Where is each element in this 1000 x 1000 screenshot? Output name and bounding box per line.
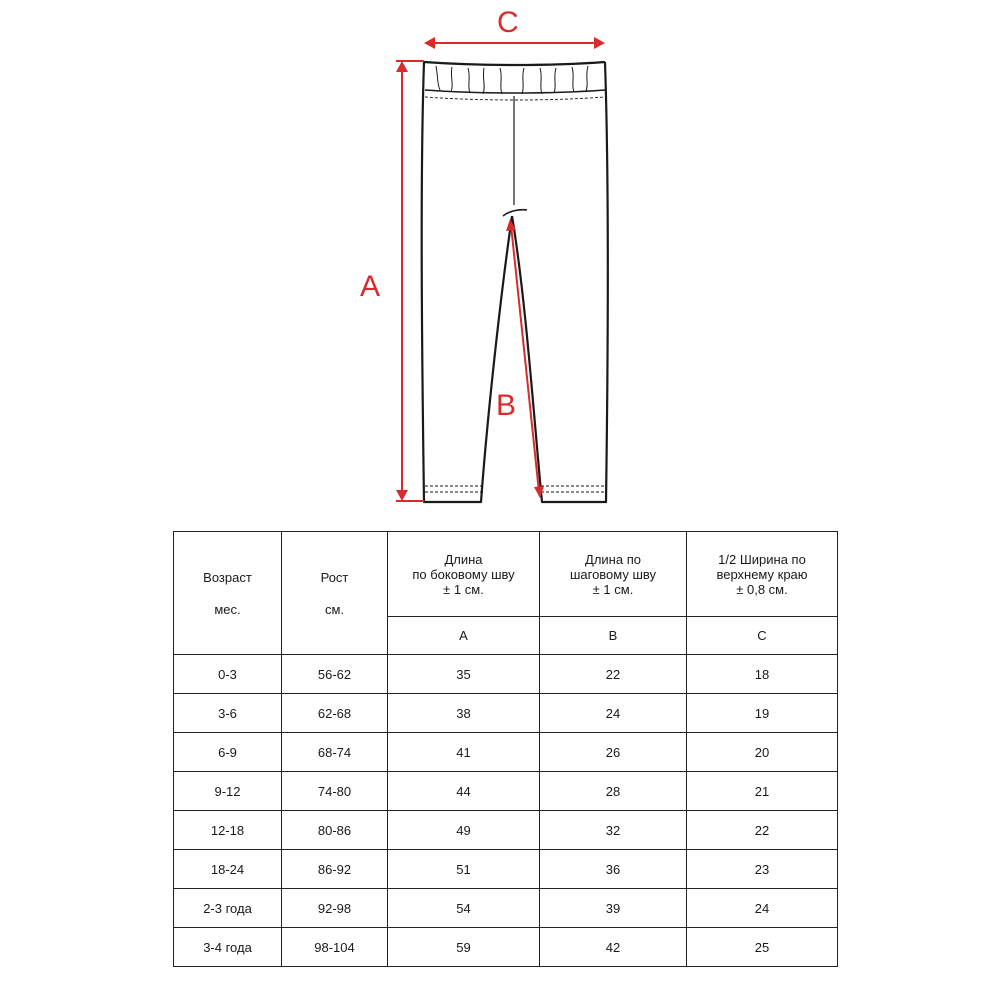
crotch-fold xyxy=(503,210,527,216)
side-seam-header-line3: ± 1 см. xyxy=(443,581,484,597)
side-length-cell: 38 xyxy=(388,694,540,733)
table-header-row xyxy=(174,532,838,617)
age-header-line1: Возраст xyxy=(203,569,252,585)
waistband-stitch xyxy=(425,97,605,100)
side-seam-header xyxy=(388,532,540,617)
pants-right-leg-outline xyxy=(512,62,608,502)
height-cell: 56-62 xyxy=(282,655,388,694)
height-cell: 68-74 xyxy=(282,733,388,772)
table-row xyxy=(174,928,838,967)
side-length-cell: 49 xyxy=(388,811,540,850)
inseam-length-cell: 42 xyxy=(540,928,687,967)
half-waist-header xyxy=(687,532,838,617)
letter-c: C xyxy=(687,617,838,655)
table-row xyxy=(174,850,838,889)
table-row xyxy=(174,733,838,772)
letter-b: B xyxy=(540,617,687,655)
age-cell: 9-12 xyxy=(174,772,282,811)
inseam-length-cell: 28 xyxy=(540,772,687,811)
side-length-cell: 54 xyxy=(388,889,540,928)
size-table xyxy=(173,531,838,967)
age-cell: 2-3 года xyxy=(174,889,282,928)
age-cell: 6-9 xyxy=(174,733,282,772)
age-cell: 18-24 xyxy=(174,850,282,889)
half-waist-cell: 22 xyxy=(687,811,838,850)
side-length-cell: 44 xyxy=(388,772,540,811)
age-cell: 12-18 xyxy=(174,811,282,850)
table-row xyxy=(174,811,838,850)
inseam-header xyxy=(540,532,687,617)
half-waist-cell: 18 xyxy=(687,655,838,694)
pants-left-leg-outline xyxy=(422,62,512,502)
right-hem-stitch xyxy=(541,486,605,492)
height-cell: 62-68 xyxy=(282,694,388,733)
height-cell: 86-92 xyxy=(282,850,388,889)
side-length-cell: 59 xyxy=(388,928,540,967)
dimension-c-arrow-left xyxy=(424,37,435,49)
height-cell: 74-80 xyxy=(282,772,388,811)
waistband-top xyxy=(424,62,605,65)
half-waist-header-line1: 1/2 Ширина по xyxy=(718,551,806,567)
waistband-bottom xyxy=(425,90,605,93)
dimension-c-label: C xyxy=(497,6,519,39)
side-length-cell: 51 xyxy=(388,850,540,889)
letter-a: A xyxy=(388,617,540,655)
side-length-cell: 41 xyxy=(388,733,540,772)
half-waist-cell: 23 xyxy=(687,850,838,889)
table-row xyxy=(174,694,838,733)
age-cell: 0-3 xyxy=(174,655,282,694)
dimension-lines xyxy=(396,37,605,501)
age-cell: 3-4 года xyxy=(174,928,282,967)
inseam-header-line1: Длина по xyxy=(585,551,641,567)
inseam-length-cell: 26 xyxy=(540,733,687,772)
dimension-a-arrow-bottom xyxy=(396,490,408,501)
table-row xyxy=(174,655,838,694)
dimension-a-arrow-top xyxy=(396,61,408,72)
side-seam-header-line2: по боковому шву xyxy=(412,566,515,582)
half-waist-header-line3: ± 0,8 см. xyxy=(736,581,788,597)
height-header xyxy=(282,532,388,655)
waistband-gathers xyxy=(436,66,588,94)
inseam-length-cell: 36 xyxy=(540,850,687,889)
age-cell: 3-6 xyxy=(174,694,282,733)
half-waist-cell: 24 xyxy=(687,889,838,928)
half-waist-cell: 20 xyxy=(687,733,838,772)
table-row xyxy=(174,889,838,928)
half-waist-header-line2: верхнему краю xyxy=(716,566,808,582)
height-header-line1: Рост xyxy=(320,569,349,585)
side-seam-header-line1: Длина xyxy=(444,551,483,567)
left-hem-stitch xyxy=(425,486,483,492)
side-length-cell: 35 xyxy=(388,655,540,694)
height-cell: 98-104 xyxy=(282,928,388,967)
inseam-length-cell: 22 xyxy=(540,655,687,694)
half-waist-cell: 19 xyxy=(687,694,838,733)
dimension-c-arrow-right xyxy=(594,37,605,49)
inseam-header-line3: ± 1 см. xyxy=(592,581,634,597)
height-cell: 92-98 xyxy=(282,889,388,928)
inseam-length-cell: 32 xyxy=(540,811,687,850)
pants-outline xyxy=(422,62,608,502)
table-row xyxy=(174,772,838,811)
half-waist-cell: 25 xyxy=(687,928,838,967)
height-header-line2: см. xyxy=(324,601,345,617)
dimension-b-label: B xyxy=(496,389,517,422)
age-header-line2: мес. xyxy=(214,601,241,617)
height-cell: 80-86 xyxy=(282,811,388,850)
half-waist-cell: 21 xyxy=(687,772,838,811)
inseam-length-cell: 39 xyxy=(540,889,687,928)
dimension-b-line xyxy=(511,225,539,492)
inseam-header-line2: шаговому шву xyxy=(569,566,657,582)
age-header xyxy=(174,532,282,655)
inseam-length-cell: 24 xyxy=(540,694,687,733)
dimension-a-label: A xyxy=(360,270,381,303)
